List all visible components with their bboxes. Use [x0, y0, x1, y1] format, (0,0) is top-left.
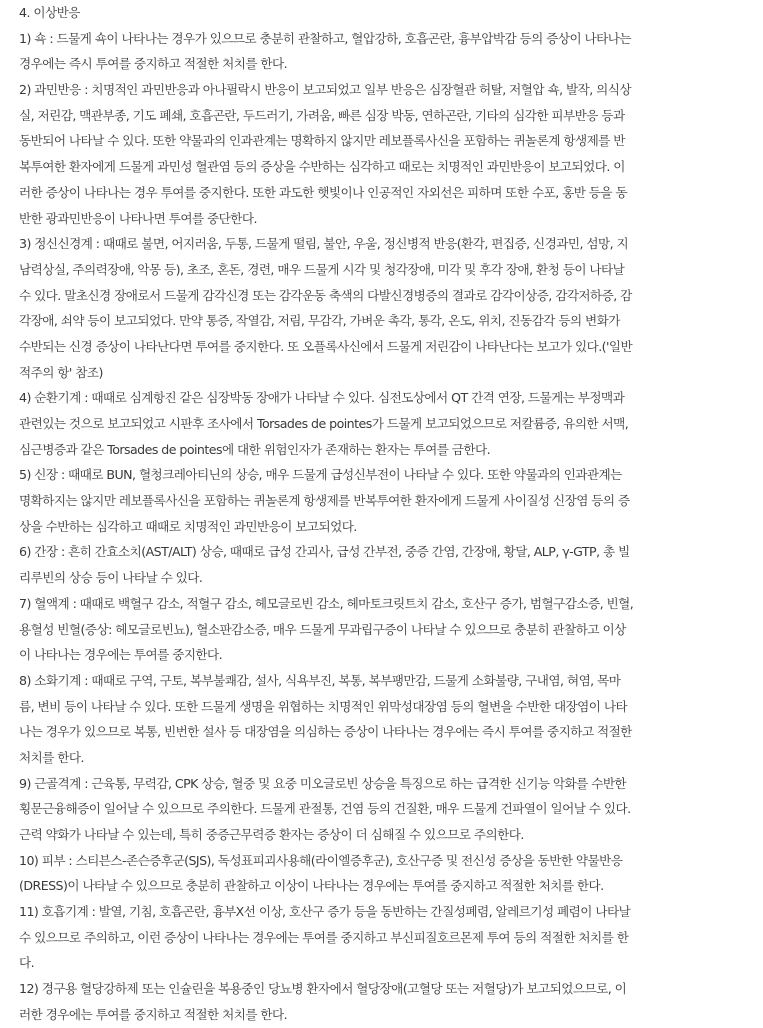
text-line: 적주의 항' 참조): [19, 364, 103, 380]
text-line: 처치를 한다.: [19, 749, 84, 765]
text-line: 리루빈의 상승 등이 나타날 수 있다.: [19, 570, 203, 586]
text-line: 수 있으므로 주의하고, 이런 증상이 나타나는 경우에는 투여를 중지하고 부신피질호르몬제 투여 등의 적절한 처치를 한: [19, 929, 629, 945]
text-line: 횡문근융해증이 일어날 수 있으므로 주의한다. 드물게 관절통, 건염 등의 건질환, 매우 드물게 건파열이 일어날 수 있다.: [19, 801, 631, 817]
text-line: 11) 호흡기계 : 발열, 기침, 호흡곤란, 흉부X선 이상, 호산구 증가 등을 동반하는 간질성폐렴, 알레르기성 폐렴이 나타날: [19, 904, 631, 920]
text-line: 러한 경우에는 투여를 중지하고 적절한 처치를 한다.: [19, 1006, 288, 1022]
text-line: 상을 수반하는 심각하고 때때로 치명적인 과민반응이 보고되었다.: [19, 518, 357, 534]
text-line: 9) 근골격계 : 근육통, 무력감, CPK 상승, 혈중 및 요중 미오글로빈 상승을 특징으로 하는 급격한 신기능 악화를 수반한: [19, 775, 627, 791]
text-line: 반한 광과민반응이 나타나면 투여를 중단한다.: [19, 210, 257, 226]
text-line: 8) 소화기계 : 때때로 구역, 구토, 복부불쾌감, 설사, 식욕부진, 복통, 복부팽만감, 드물게 소화불량, 구내염, 혀염, 목마: [19, 672, 621, 688]
text-line: 러한 증상이 나타나는 경우 투여를 중지한다. 또한 과도한 햇빛이나 인공적인 자외선은 피하며 또한 수포, 홍반 등을 동: [19, 184, 628, 200]
text-line: 실, 저린감, 맥관부종, 기도 폐쇄, 호흡곤란, 두드러기, 가려움, 빠른 심장 박동, 연하곤란, 기타의 심각한 피부반응 등과: [19, 107, 625, 123]
text-line: 6) 간장 : 흔히 간효소치(AST/ALT) 상승, 때때로 급성 간괴사, 급성 간부전, 중증 간염, 간장애, 황달, ALP, γ-GTP, 총 빌: [19, 544, 630, 560]
text-line: 4) 순환기계 : 때때로 심계항진 같은 심장박동 장애가 나타날 수 있다. 심전도상에서 QT 간격 연장, 드물게는 부정맥과: [19, 390, 625, 406]
text-line: 2) 과민반응 : 치명적인 과민반응과 아나필락시 반응이 보고되었고 일부 반응은 심장혈관 허탈, 저혈압 쇽, 발작, 의식상: [19, 82, 631, 98]
text-line: 관련있는 것으로 보고되었고 시판후 조사에서 Torsades de pointes가 드물게 보고되었으므로 저칼륨증, 유의한 서맥,: [19, 416, 629, 431]
text-line: 근력 약화가 나타날 수 있는데, 특히 중증근무력증 환자는 증상이 더 심해질 수 있으므로 주의한다.: [19, 827, 524, 842]
text-line: 명확하지는 않지만 레보플록사신을 포함하는 퀴놀론계 항생제를 반복투여한 환자에게 드물게 사이질성 신장염 등의 증: [19, 493, 630, 509]
text-line: 1) 쇽 : 드물게 쇽이 나타나는 경우가 있으므로 충분히 관찰하고, 혈압강하, 호흡곤란, 흉부압박감 등의 증상이 나타나는: [19, 30, 631, 46]
text-line: 7) 혈액계 : 때때로 백혈구 감소, 적혈구 감소, 헤모글로빈 감소, 헤마토크릿트치 감소, 호산구 증가, 범혈구감소증, 빈혈,: [19, 595, 634, 611]
text-line: 다.: [19, 955, 35, 971]
text-line: 복투여한 환자에게 드물게 과민성 혈관염 등의 증상을 수반하는 심각하고 때로는 치명적인 과민반응이 보고되었다. 이: [19, 159, 625, 175]
text-line: (DRESS)이 나타날 수 있으므로 충분히 관찰하고 이상이 나타나는 경우에는 투여를 중지하고 적절한 처치를 한다.: [19, 878, 604, 894]
text-line: 경우에는 즉시 투여를 중지하고 적절한 처치를 한다.: [19, 56, 288, 72]
text-line: 10) 피부 : 스티븐스-존슨증후군(SJS), 독성표피괴사용해(라이엘증후군), 호산구증 및 전신성 증상을 동반한 약물반응: [19, 852, 623, 868]
text-line: 3) 정신신경계 : 때때로 불면, 어지러움, 두통, 드물게 떨림, 불안, 우울, 정신병적 반응(환각, 편집증, 신경과민, 섬망, 지: [19, 236, 629, 252]
text-line: 심근병증과 같은 Torsades de pointes에 대한 위험인자가 존재하는 환자는 투여를 금한다.: [19, 441, 491, 457]
text-line: 동반되어 나타날 수 있다. 또한 약물과의 인과관계는 명확하지 않지만 레보플록사신을 포함하는 퀴놀론계 항생제를 반: [19, 133, 625, 149]
text-line: 수반되는 신경 증상이 나타난다면 투여를 중지한다. 또 오플록사신에서 드물게 저린감이 나타난다는 보고가 있다.('일반: [19, 338, 633, 354]
section-heading: 4. 이상반응: [19, 5, 80, 20]
text-line: 름, 변비 등이 나타날 수 있다. 또한 드물게 생명을 위협하는 치명적인 위막성대장염 등의 혈변을 수반한 대장염이 나타: [19, 698, 628, 714]
text-line: 남력상실, 주의력장애, 악몽 등), 초조, 혼돈, 경련, 매우 드물게 시각 및 청각장애, 미각 및 후각 장애, 환청 등이 나타날: [19, 261, 625, 277]
text-line: 용혈성 빈혈(증상: 헤모글로빈뇨), 혈소판감소증, 매우 드물게 무과립구증이 나타날 수 있으므로 충분히 관찰하고 이상: [19, 621, 626, 637]
text-line: 나는 경우가 있으므로 복통, 빈번한 설사 등 대장염을 의심하는 증상이 나타나는 경우에는 즉시 투여를 중지하고 적절한: [19, 724, 632, 740]
text-line: 각장애, 쇠약 등이 보고되었다. 만약 통증, 작열감, 저림, 무감각, 가벼운 촉각, 통각, 온도, 위치, 진동감각 등의 변화가: [19, 313, 620, 329]
text-line: 수 있다. 말초신경 장애로서 드물게 감각신경 또는 감각운동 축색의 다발신경병증의 결과로 감각이상증, 감각저하증, 감: [19, 287, 632, 303]
text-line: 5) 신장 : 때때로 BUN, 혈청크레아티닌의 상승, 매우 드물게 급성신부전이 나타날 수 있다. 또한 약물과의 인과관계는: [19, 467, 622, 483]
text-line: 이 나타나는 경우에는 투여를 중지한다.: [19, 647, 223, 663]
text-line: 12) 경구용 혈당강하제 또는 인슐린을 복용중인 당뇨병 환자에서 혈당장애(고혈당 또는 저혈당)가 보고되었으므로, 이: [19, 981, 627, 997]
